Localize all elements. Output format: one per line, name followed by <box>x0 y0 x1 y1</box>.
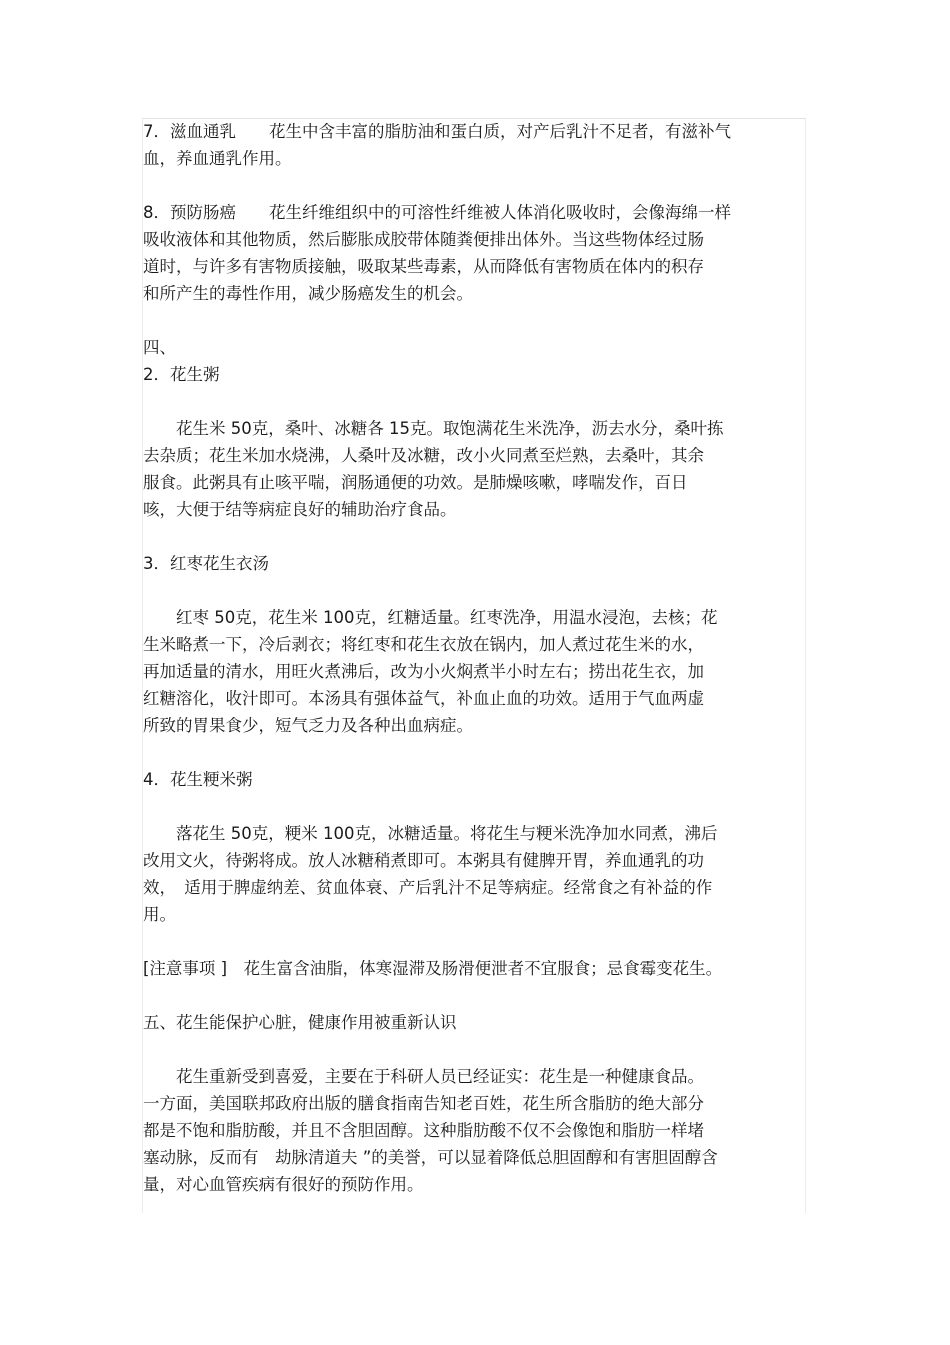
section5-line-4: 塞动脉，反而有 劫脉清道夫 ”的美誉，可以显着降低总胆固醇和有害胆固醇含 <box>143 1148 718 1167</box>
recipe4-title: 4．花生粳米粥 <box>143 770 253 789</box>
recipe2-line-3: 服食。此粥具有止咳平喘，润肠通便的功效。是肺燥咳嗽，哮喘发作，百日 <box>143 473 688 492</box>
section4-title: 四、 <box>143 338 176 357</box>
item7-line-1: 7．滋血通乳 花生中含丰富的脂肪油和蛋白质，对产后乳汁不足者，有滋补气 <box>143 122 731 141</box>
item8-line-4: 和所产生的毒性作用，减少肠癌发生的机会。 <box>143 284 473 303</box>
section5-line-2: 一方面，美国联邦政府出版的膳食指南告知老百姓，花生所含脂肪的绝大部分 <box>143 1094 704 1113</box>
recipe3-line-4: 红糖溶化，收汁即可。本汤具有强体益气，补血止血的功效。适用于气血两虚 <box>143 689 704 708</box>
recipe2-line-2: 去杂质；花生米加水烧沸，人桑叶及冰糖，改小火同煮至烂熟，去桑叶，其余 <box>143 446 704 465</box>
recipe2-line-1: 花生米 50克，桑叶、冰糖各 15克。取饱满花生米洗净，沥去水分，桑叶拣 <box>176 419 724 438</box>
recipe4-line-4: 用。 <box>143 905 176 924</box>
recipe3-line-1: 红枣 50克，花生米 100克，红糖适量。红枣洗净，用温水浸泡，去核；花 <box>176 608 718 627</box>
section5-title: 五、花生能保护心脏，健康作用被重新认识 <box>143 1013 457 1032</box>
recipe4-line-1: 落花生 50克，粳米 100克，冰糖适量。将花生与粳米洗净加水同煮，沸后 <box>176 824 718 843</box>
section5-line-3: 都是不饱和脂肪酸，并且不含胆固醇。这种脂肪酸不仅不会像饱和脂肪一样堵 <box>143 1121 704 1140</box>
item7-line-2: 血，养血通乳作用。 <box>143 149 292 168</box>
item8-line-3: 道时，与许多有害物质接触，吸取某些毒素，从而降低有害物质在体内的积存 <box>143 257 704 276</box>
recipe2-line-4: 咳，大便于结等病症良好的辅助治疗食品。 <box>143 500 457 519</box>
recipe3-line-3: 再加适量的清水，用旺火煮沸后，改为小火焖煮半小时左右；捞出花生衣，加 <box>143 662 704 681</box>
document-body <box>143 118 783 1198</box>
recipe4-line-2: 改用文火，待粥将成。放人冰糖稍煮即可。本粥具有健脾开胃，养血通乳的功 <box>143 851 704 870</box>
item8-line-1: 8．预防肠癌 花生纤维组织中的可溶性纤维被人体消化吸收时，会像海绵一样 <box>143 203 731 222</box>
item8-line-2: 吸收液体和其他物质，然后膨胀成胶带体随粪便排出体外。当这些物体经过肠 <box>143 230 704 249</box>
section5-line-5: 量，对心血管疾病有很好的预防作用。 <box>143 1175 424 1194</box>
recipe3-line-2: 生米略煮一下，冷后剥衣；将红枣和花生衣放在锅内，加人煮过花生米的水， <box>143 635 704 654</box>
recipe2-title: 2．花生粥 <box>143 365 220 384</box>
recipe3-line-5: 所致的胃果食少，短气乏力及各种出血病症。 <box>143 716 473 735</box>
section5-line-1: 花生重新受到喜爱，主要在于科研人员已经证实：花生是一种健康食品。 <box>176 1067 704 1086</box>
recipe4-line-3: 效， 适用于脾虚纳差、贫血体衰、产后乳汁不足等病症。经常食之有补益的作 <box>143 878 713 897</box>
recipe3-title: 3．红枣花生衣汤 <box>143 554 269 573</box>
notice: [注意事项 ] 花生富含油脂，体寒湿滞及肠滑便泄者不宜服食；忌食霉变花生。 <box>143 959 723 978</box>
